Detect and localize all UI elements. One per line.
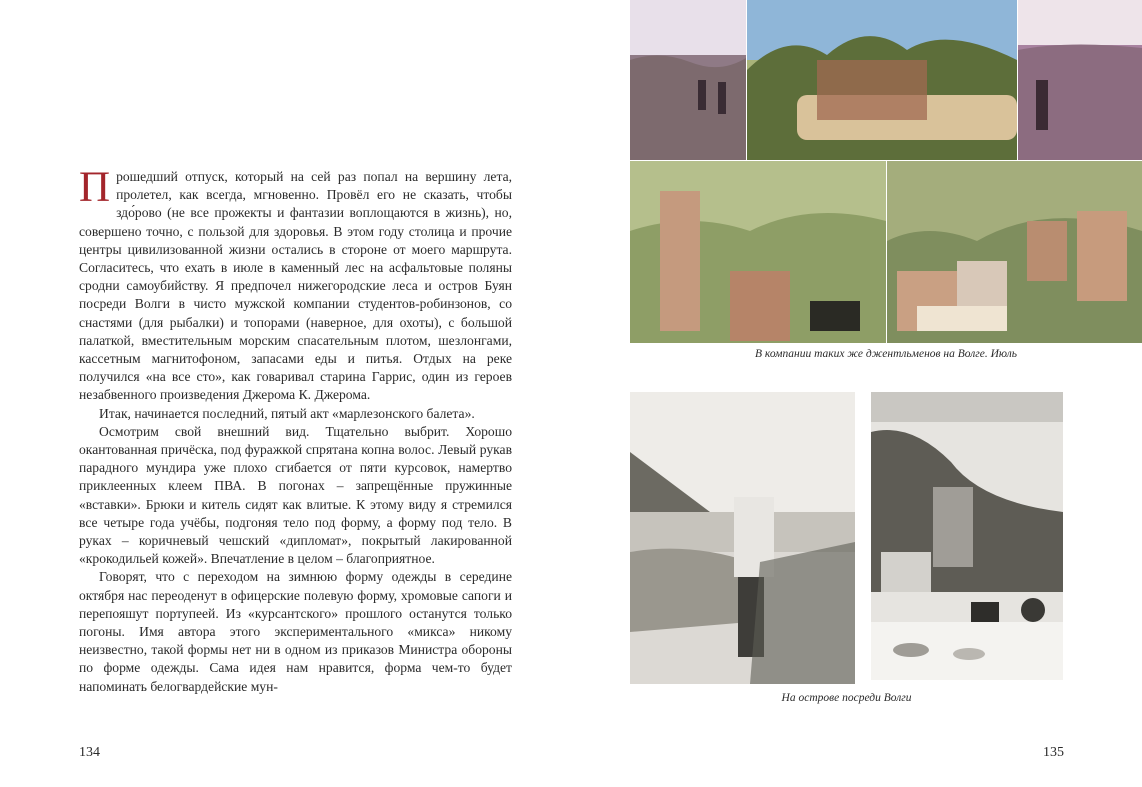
right-page [571, 0, 1142, 787]
photo-collage-5 [887, 161, 1142, 343]
body-text [79, 164, 512, 696]
page-number-right: 135 [1043, 745, 1064, 760]
paragraph: Итак, начинается последний, пятый акт «марлезонского балета». [99, 405, 475, 421]
caption-top: В компании таких же джентльменов на Волге. Июль [755, 348, 1017, 360]
drop-cap: П [79, 164, 111, 211]
photo-collage-1 [630, 0, 746, 160]
paragraph [79, 164, 512, 405]
caption-bottom: На острове посреди Волги [781, 692, 912, 704]
photo-collage-2 [747, 0, 1017, 160]
photo-bw-1 [630, 392, 855, 684]
page-number-left: 134 [79, 745, 100, 760]
paragraph: Говорят, что с переходом на зимнюю форму одежды в середине октября нас переоденут в офицерские полевую форму, хромовые сапоги и перепояшут портупеей. Из «курсантского» прошлого останутся только погоны. Имя автора этого экспериментального «микса» никому неизвестно, такой формы нет ни в одном из приказов Министра обороны по форме одежды. Сама идея нам нравится, форма чем-то будет напоминать белогвардейские мун- [79, 569, 512, 694]
paragraph-text: рошедший отпуск, который на сей раз попал на вершину лета, пролетел, как всегда, мгновенно. Провёл его не сказать, чтобы здо́рово (не все прожекты и фантазии воплощаются в жизнь), но, совершено точно, с пользой для здоровья. В этом году столица и прочие центры цивилизованной жизни остались в стороне от моего маршрута. Согласитесь, что ехать в июле в каменный лес на асфальтовые поляны сродни самоубийству. Я предпочел нижегородские леса и остров Буян посреди Волги в чисто мужской компании студентов-робинзонов, со снастями (для рыбалки) и топорами (наверное, для охоты), с большой палаткой, вместительным морским спасательным плотом, шезлонгами, кассетным магнитофоном, запасами еды и питья. Отдых на реке получился «на все сто», как говаривал старина Гаррис, один из героев незабвенного произведения Джерома К. Джерома. [79, 169, 512, 403]
photo-bw-2 [871, 392, 1063, 680]
photo-collage-3 [1018, 0, 1142, 160]
paragraph: Осмотрим свой внешний вид. Тщательно выбрит. Хорошо окантованная причёска, под фуражкой спрятана копна волос. Левый рукав парадного мундира уже плохо сгибается от пяти курсовок, намертво приклеенных клеем ПВА. В погонах – запрещённые пружинные «вставки». Брюки и китель сидят как влитые. К этому виду я стремился все четыре года учёбы, подгоняя тело под форму, а форму под тело. В руках – коричневый чешский «дипломат», покрытый лакированной «крокодильей кожей». Впечатление в целом – благоприятное. [79, 423, 512, 567]
photo-collage-4 [630, 161, 886, 343]
